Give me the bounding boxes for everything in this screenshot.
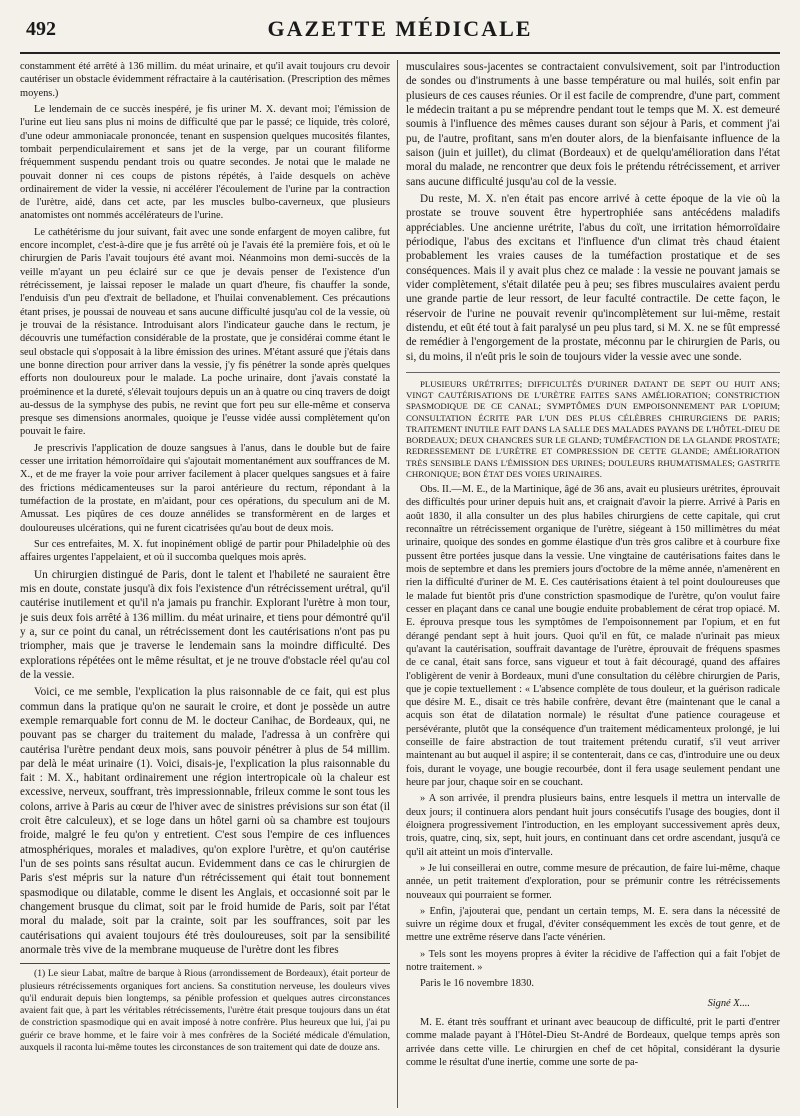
column-separator	[397, 60, 398, 1108]
footnote: (1) Le sieur Labat, maître de barque à Rious (arrondissement de Bordeaux), était porteur de plusieurs rétrécissements organiques fort anciens. Sa constitution nerveuse, les douleurs vives qu'il endurait depuis bien longtemps, sa pénible profession et quelques autres circonstances avaient fait que, à part les véritables rétrécissements, l'urètre était presque toujours dans un état de constriction spasmodique qui en avait imposé à notre confrère. Plus heureux que lui, j'ai pu guérir ce brave homme, et le faire voir à mes confrères de la Société médicale d'émulation, auxquels il raconta lui-même toutes les circonstances de son traitement qui date de douze ans.	[20, 968, 390, 1054]
left-paragraph-2: Le lendemain de ce succès inespéré, je fis uriner M. X. devant moi; l'émission de l'urine eut lieu sans plus ni moins de difficulté que par le passé; ce liquide, très coloré, d'une odeur ammoniacale prononcée, tenant en suspension quelques mucosités filantes, tombait perpendiculairement et sans jet de la verge, par un courant filiforme fréquemment suspendu pendant trois ou quatre secondes. Je notai que le malade ne pouvait donner ni ces coups de pistons répétés, à l'aide desquels on achève ordinairement de vider la vessie, ni accélérer l'écoulement de l'urine par la contraction de l'urètre, aidé, dans cet acte, par les muscles bulbo-caverneux, que plusieurs anatomistes ont nommés accélérateurs de l'urine.	[20, 103, 390, 222]
right-paragraph-2: Du reste, M. X. n'en était pas encore arrivé à cette époque de la vie où la prostate se trouve souvent être hypertrophiée sans antécédens maladifs appréciables. Une ancienne urétrite, l'abus du coït, une irritation hémorroïdaire périodique, l'abus des excitans et l'influence d'un climat très chaud étaient probablement les vraies causes de la tuméfaction prostatique et de ses conséquences. Mais il y avait plus chez ce malade : la vessie ne pouvant jamais se vider complètement, s'était dilatée peu à peu; ses fibres musculaires avaient perdu une grande partie de leur ressort, de leur faculté contractile. De cette façon, le réservoir de l'urine ne pouvait revenir qu'incomplètement sur lui-même, restait distendu, et eût été tout à fait paralysé un peu plus tard, si M. X. ne se fût empressé de remédier à l'engorgement de la prostate, méconnu par le chirurgien de Paris, ou si, du moins, il n'eût pris le soin de toujours vider la vessie avec une sonde.	[406, 192, 780, 363]
left-paragraph-3: Le cathétérisme du jour suivant, fait avec une sonde enfargent de moyen calibre, fut encore incomplet, c'est-à-dire que je fus arrêté où je l'avais été la première fois, et où le chirurgien de Paris l'avait toujours été avant moi. Néanmoins mon demi-succès de la veille m'ayant un peu éclairé sur ce que je devais penser de l'existence d'un rétrécissement, je laissai reposer le malade un quart d'heure, fis chauffer la sonde, l'enduisis d'un peu d'extrait de belladone, et l'huilai convenablement. Ces précautions étant prises, je poussai de nouveau et sans aucune difficulté jusqu'au col de la vessie, où je trouvai de la résistance. Introduisant alors l'indicateur gauche dans le rectum, je découvris une tuméfaction considérable de la prostate, que je considérai comme étant le seul obstacle qui s'opposait à la libre émission des urines. M'étant assuré que j'étais dans une bonne direction pour arriver dans la vessie, j'y fis pénétrer la sonde après quelques efforts non douloureux pour le malade. La poche urinaire, dont j'avais constaté la proéminence et la dureté, s'élevait toujours depuis un an à quatre ou cinq travers de doigt au-dessus de la symphyse des pubis, ne revint que fort peu sur elle-même et conserva presque ses dimensions anormales, quoique je l'eusse vidée aussi complètement qu'on pouvait le faire.	[20, 226, 390, 438]
header-rule	[20, 52, 780, 54]
observation-2: Obs. II.—M. E., de la Martinique, âgé de 36 ans, avait eu plusieurs urétrites, éprouvait des difficultés pour uriner depuis huit ans, et craignait d'avoir la pierre. Arrivé à Paris en août 1830, il alla consulter un des plus habiles chirurgiens de cette capitale, qui crut reconnaître un rétrécissement organique de l'urètre, siégeant à 150 millimètres du méat urinaire, quoique des sondes en gomme élastique d'un très gros calibre et à courbure fixe pussent être portées jusque dans la vessie. Une vingtaine de cautérisations faites dans le mois de septembre et dans les premiers jours d'octobre de la même année, n'amenèrent en rien la difficulté d'uriner de M. E. Ces cautérisations étaient à tel point douloureuses que le malade fut bientôt pris d'une constriction spasmodique de l'urètre, qu'on voulut faire cesser en plaçant dans ce canal une bougie enduite probablement de cérat trop opiacé. M. E. éprouva presque tous les symptômes de l'empoisonnement par l'opium, et en fut dérangé pendant sept à huit jours. Quoi qu'il en fût, ce malade n'urinait pas mieux qu'avant la cautérisation, souffrait davantage de l'urètre, éprouvait de fréquens spasmes de ce canal, était sans force, sans vigueur et tout à fait découragé, quand des affaires l'obligèrent de venir à Bordeaux, muni d'une consultation du célèbre chirurgien de Paris, que je copie textuellement : « L'absence complète de tous douleur, et la guérison radicale que désire M. E., disait ce très habile confrère, devant être (maintenant que le canal a acquis son état de dilatation normale) le résultat d'une patience courageuse et persévérante, plutôt que la conséquence d'un traitement médicamenteux prolongé, je lui conseille de faire abstraction de tout traitement prétendu curatif, s'il veut arriver maintenant au but auquel il aspire; il se contenterait, dans ce cas, d'introduire une ou deux fois, durant le voyage, une bougie recourbée, dont il fera usage seulement pendant une heure par jour, chaque soir en se couchant.	[406, 484, 780, 789]
quote-paragraph-1: » A son arrivée, il prendra plusieurs bains, entre lesquels il mettra un intervalle de deux jours; il continuera alors pendant huit jours consécutifs l'usage des bougies, dont il éloignera progressivement l'introduction, en les employant successivement après deux, trois, quatre, cinq, six, sept, huit jours, en continuant dans cet ordre ascendant, jusqu'à ce qu'il ait atteint un mois d'intervalle.	[406, 793, 780, 858]
left-paragraph-7: Voici, ce me semble, l'explication la plus raisonnable de ce fait, qui est plus commun dans la pratique qu'on ne saurait le croire, et dont je possède un autre exemple remarquable fort connu de M. le docteur Canihac, de Bordeaux, qui, ne pouvant pas se charger du traitement du malade, l'adressa à un confrère qui cautérisa l'urètre pendant deux mois, sans pouvoir pénétrer à plus de 54 millim. par delà le méat urinaire (1). Voici, disais-je, l'explication la plus raisonnable du fait : M. X., habitant ordinairement une région intertropicale où la chaleur est excessive, nerveux, souffrant, très impressionnable, frileux comme le sont tous les colons, arrive à Paris au cœur de l'hiver avec de sinistres prévisions sur son état (il croit être calculeux), et se loge dans un hôtel garni où sa chambre est toujours froide, malgré le feu qu'on y entretient. C'est sous l'empire de ces influences atmosphériques, morales et maladives, qu'on explore l'urètre, et qu'on cautérise l'un de ses points sans résultat aucun. Evidemment dans ce cas le chirurgien de Paris s'est mépris sur la nature d'un rétrécissement qui était tout bonnement spasmodique ou dilatable, comme le disent les Anglais, et occasionné soit par le changement brusque du climat, soit par le froid humide de Paris, soit par l'état moral du malade, soit par la crainte, soit par les souffrances, soit par les cautérisations qui avaient toujours été très douloureuses, soit par la sensibilité anormale très vive de la membrane muqueuse de l'urètre dont les fibres	[20, 686, 390, 957]
journal-title: GAZETTE MÉDICALE	[267, 16, 533, 41]
page-header	[20, 16, 780, 46]
right-paragraph-1: musculaires sous-jacentes se contractaient convulsivement, soit par l'introduction de sondes ou d'instruments à une basse température ou mal huilés, soit enfin par plusieurs de ces causes réunies. Or il est facile de comprendre, d'une part, comment le médecin traitant a pu se méprendre pendant tout le temps que M. X. est demeuré soumis à l'influence des mêmes causes durant son séjour à Paris, et comment j'ai pu, de l'autre, profitant, sans m'en douter alors, de la bienfaisante influence de la saison (juin et juillet), du climat (Bordeaux) et de quelqu'amélioration dans l'état moral du malade, ne rencontrer que deux fois le prétendu rétrécissement, et arriver sans aucune difficulté jusqu'au col de la vessie.	[406, 61, 780, 188]
right-paragraph-last: M. E. étant très souffrant et urinant avec beaucoup de difficulté, prit le parti d'entrer comme malade payant à l'Hôtel-Dieu St-André de Bordeaux, quelque temps après son arrivée dans cette ville. Le chirurgien en chef de cet hôpital, considérant la dysurie comme le résultat d'une inertie, comme une sorte de pa-	[406, 1017, 780, 1068]
left-paragraph-4: Je prescrivis l'application de douze sangsues à l'anus, dans le double but de faire cesser une irritation hémorroïdaire qui s'ajoutait momentanément aux souffrances de M. X., et de me frayer la voie pour arriver facilement à placer quelques sangsues et à faire des frictions médicamenteuses sur la paroi antérieure du rectum, répondant à la tuméfaction de la prostate, en m'aidant, pour ces opérations, du speculum ani de M. Amussat. Les piqûres de ces douze annélides se transformèrent en de larges et douloureuses ulcérations, qui ne furent cicatrisées qu'au bout de deux mois.	[20, 442, 390, 534]
left-column	[20, 60, 390, 1108]
case-summary: PLUSIEURS URÉTRITES; DIFFICULTÉS D'URINER DATANT DE SEPT OU HUIT ANS; VINGT CAUTÉRISATIONS DE L'URÈTRE FAITES SANS AMÉLIORATION; CONSTRICTION SPASMODIQUE DE CE CANAL; SYMPTÔMES D'UN EMPOISONNEMENT PAR L'OPIUM; CONSULTATION ÉCRITE PAR L'UN DES PLUS CÉLÈBRES CHIRURGIENS DE PARIS; TRAITEMENT INUTILE FAIT DANS LA SALLE DES MALADES PAYANS DE L'HÔTEL-DIEU DE BORDEAUX; DEUX CHANCRES SUR LE GLAND; TUMÉFACTION DE LA GLANDE PROSTATE; REDRESSEMENT DE L'URÈTRE ET COMPRESSION DE CETTE GLANDE; AMÉLIORATION TRÈS SENSIBLE DANS L'ÉMISSION DES URINES; DOULEURS RHUMATISMALES; GASTRITE CHRONIQUE; BON ÉTAT DES VOIES URINAIRES.	[406, 378, 780, 479]
left-paragraph-5: Sur ces entrefaites, M. X. fut inopinément obligé de partir pour Philadelphie où des affaires urgentes l'appelaient, et où il succomba quelques mois après.	[20, 538, 390, 564]
quote-paragraph-2: » Je lui conseillerai en outre, comme mesure de précaution, de faire lui-même, chaque année, un petit traitement d'exploration, pour se prémunir contre les rétrécissements nouveaux qui pourraient se former.	[406, 862, 780, 901]
section-rule	[406, 372, 780, 373]
left-paragraph-6: Un chirurgien distingué de Paris, dont le talent et l'habileté ne sauraient être mis en doute, constate jusqu'à dix fois l'existence d'un rétrécissement urétral, qu'il cautérise inutilement et qu'il n'a jamais pu franchir. Explorant l'urètre à mon tour, je suis deux fois arrêté à 136 millim. du méat urinaire, et tiens pour démontré qu'il y a, sur ce point du canal, un rétrécissement dont les cautérisations n'ont pas pu triompher, mais que je traverse le lendemain sans la moindre difficulté. Des explorations répétées ont le même résultat, et je ne trouve d'obstacle réel qu'au col de la vessie.	[20, 568, 390, 681]
page-number: 492	[26, 18, 56, 40]
left-paragraph-1: constamment été arrêté à 136 millim. du méat urinaire, et qu'il avait toujours cru devoir cautériser un obstacle évidemment réfractaire à la cautérisation. (Prescription des mêmes moyens.)	[20, 61, 390, 99]
footnote-separator	[20, 963, 390, 964]
quote-paragraph-3: » Enfin, j'ajouterai que, pendant un certain temps, M. E. sera dans la nécessité de suivre un régime doux et frugal, d'éviter conséquemment les excès de tout genre, et de mettre une extrême réserve dans l'acte vénérien.	[406, 905, 780, 944]
letter-date: Paris le 16 novembre 1830.	[420, 978, 534, 990]
right-column	[406, 60, 780, 1108]
signature: Signé X....	[707, 997, 750, 1009]
quote-paragraph-4: » Tels sont les moyens propres à éviter la récidive de l'affection qui a fait l'objet de notre traitement. »	[406, 948, 780, 974]
